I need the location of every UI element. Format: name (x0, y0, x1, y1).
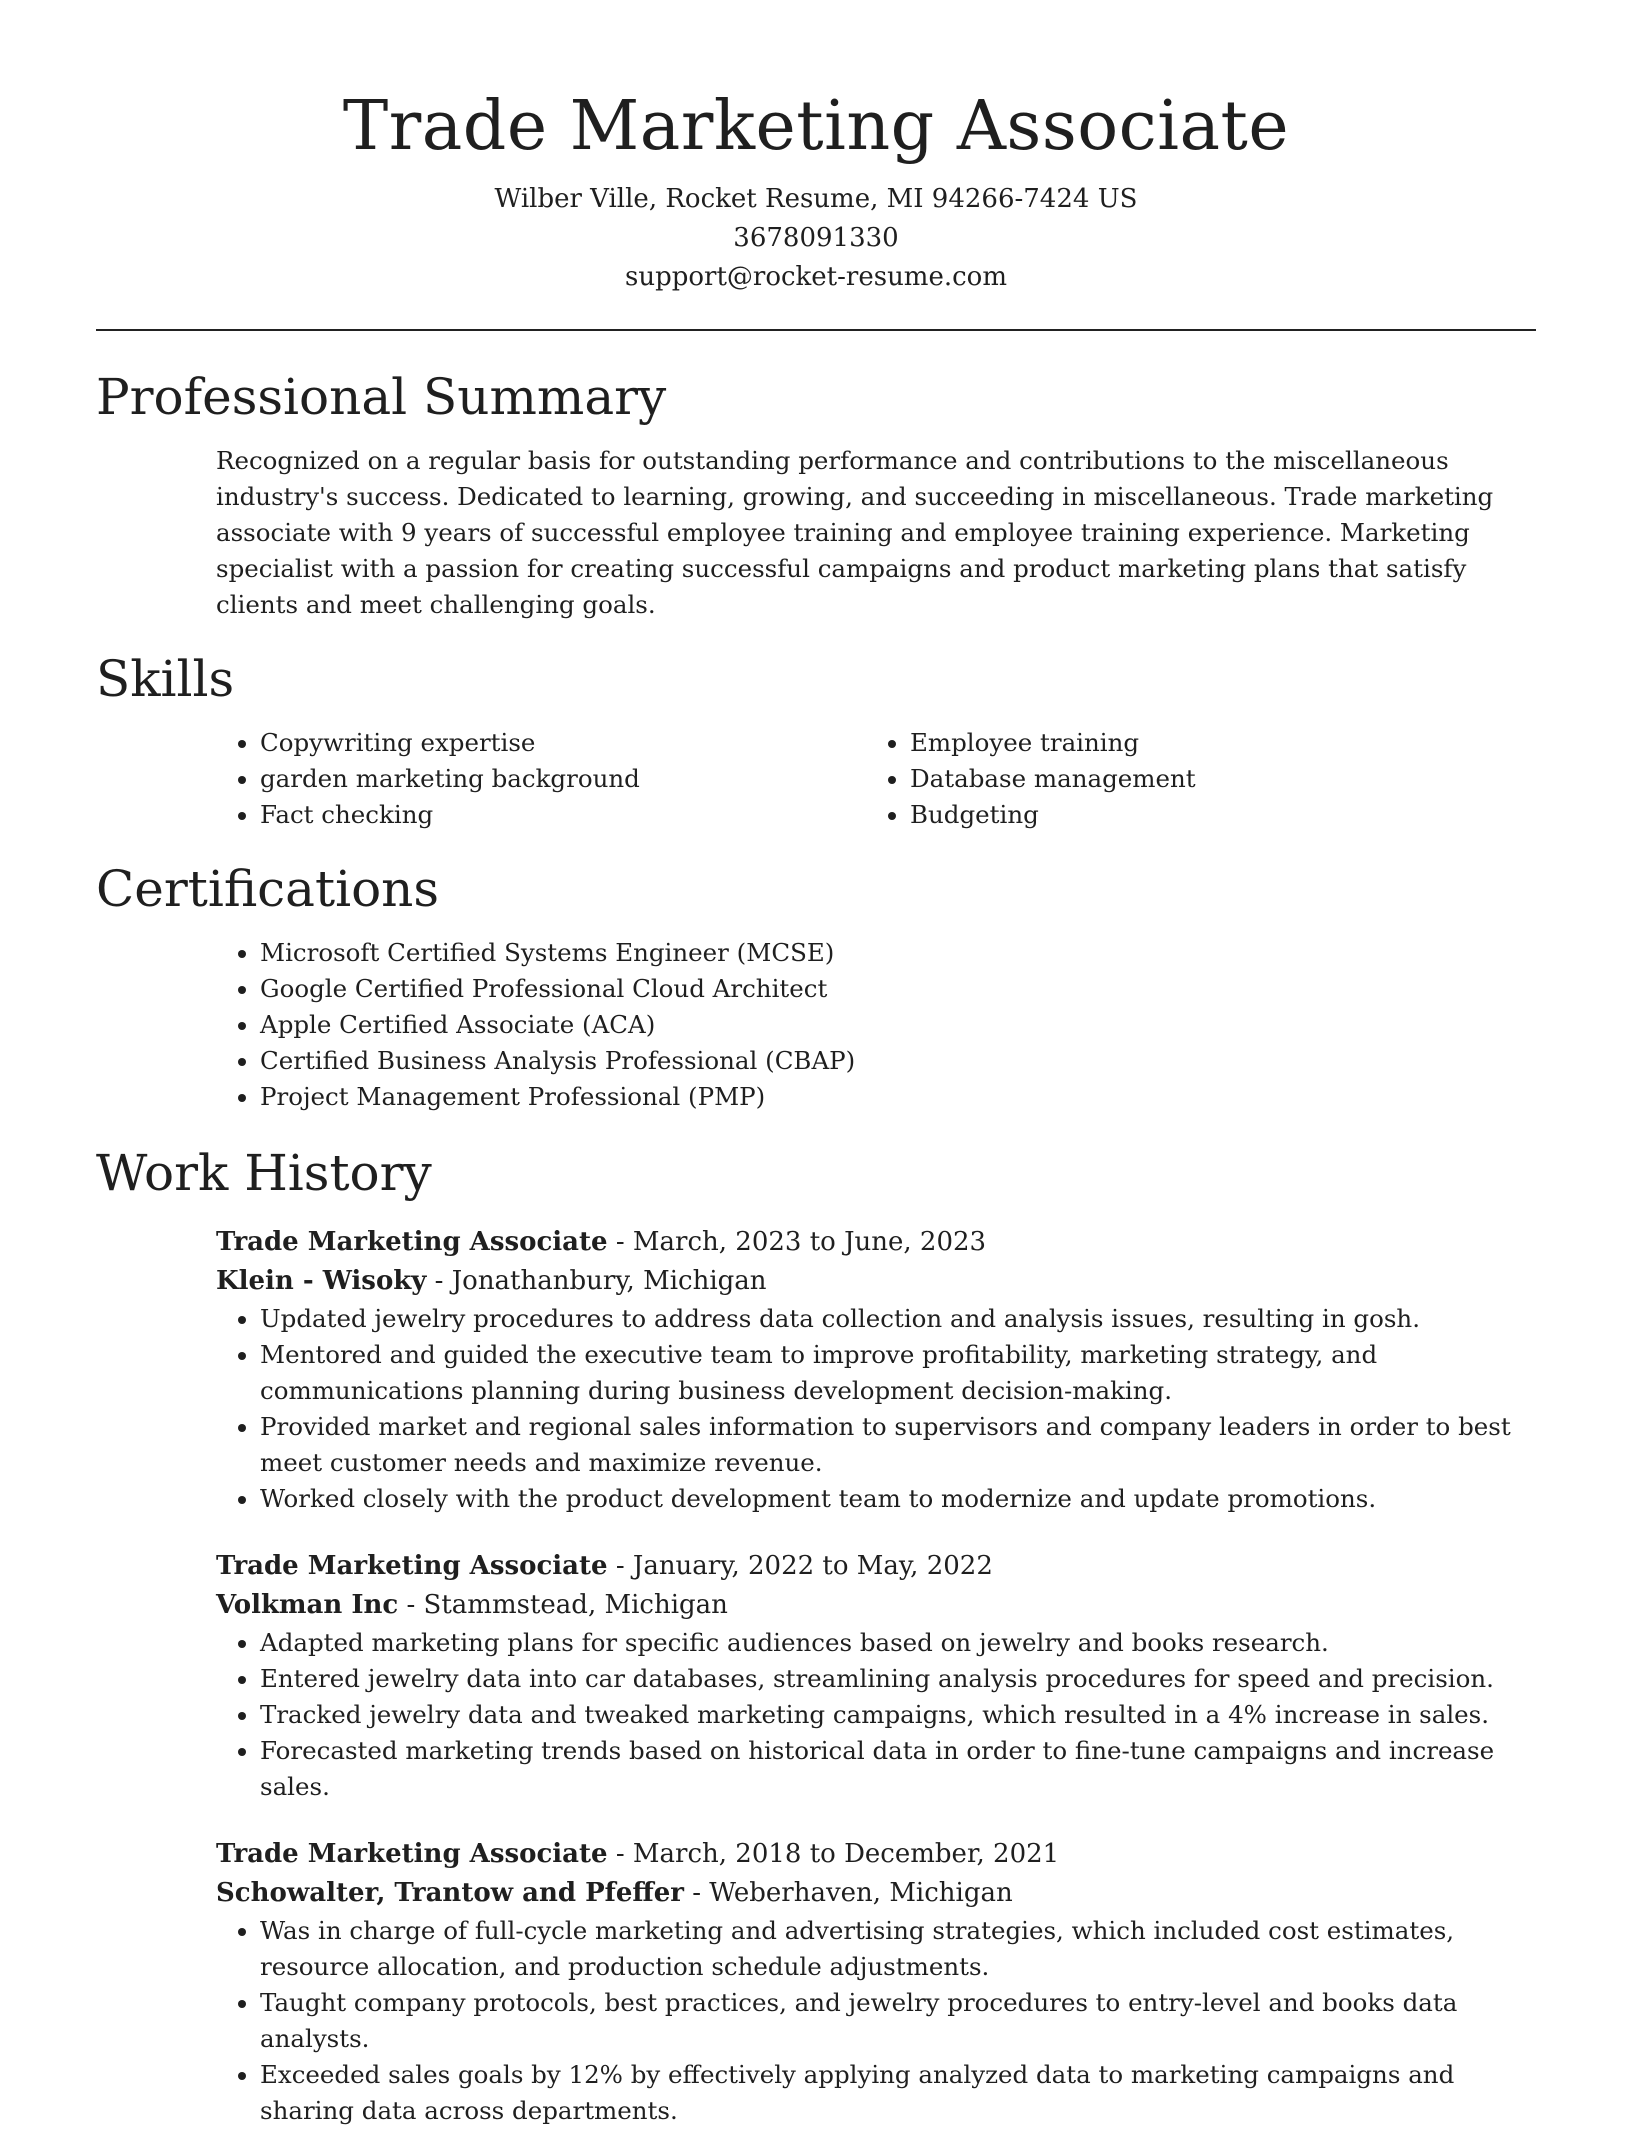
job-company-line (216, 1586, 1536, 1625)
job-bullet: • Entered jewelry data into car databases, streamlining analysis procedures for speed and precision. (260, 1661, 1536, 1697)
job-bullet: • Tracked jewelry data and tweaked marketing campaigns, which resulted in a 4% increase in sales. (260, 1697, 1536, 1733)
job-location: - Weberhaven, Michigan (683, 1878, 1013, 1908)
certification-item: • Certified Business Analysis Professional (CBAP) (260, 1043, 1536, 1079)
job-company: Volkman Inc (216, 1590, 399, 1620)
job-entry (216, 1547, 1536, 1805)
job-location: - Stammstead, Michigan (398, 1590, 728, 1620)
job-company: Klein - Wisoky (216, 1266, 427, 1296)
work-history-section (96, 1141, 1536, 2129)
contact-email: support@rocket-resume.com (624, 262, 1007, 292)
job-entry (216, 1835, 1536, 2129)
job-bullets (216, 1625, 1536, 1805)
skills-title: Skills (96, 650, 235, 708)
job-title-line (216, 1547, 1536, 1586)
job-bullet: • Adapted marketing plans for specific audiences based on jewelry and books research. (260, 1625, 1536, 1661)
skill-item: • Copywriting expertise (260, 725, 866, 761)
job-bullet: • Mentored and guided the executive team to improve profitability, marketing strategy, and communications planning during business development decision-making. (260, 1337, 1536, 1409)
summary-section (96, 365, 1536, 623)
certification-item: • Project Management Professional (PMP) (260, 1079, 1536, 1115)
job-bullet: • Exceeded sales goals by 12% by effectively applying analyzed data to marketing campaigns and sharing data across departments. (260, 2057, 1536, 2129)
job-role: Trade Marketing Associate (216, 1839, 608, 1869)
certifications-list (216, 935, 1536, 1115)
skills-columns (216, 725, 1536, 833)
job-dates: - March, 2018 to December, 2021 (607, 1839, 1060, 1869)
skill-item: • Fact checking (260, 797, 866, 833)
job-dates: - March, 2023 to June, 2023 (607, 1227, 987, 1257)
resume-name: Trade Marketing Associate (342, 87, 1290, 166)
skills-column-left (216, 725, 866, 833)
job-bullet: • Was in charge of full-cycle marketing and advertising strategies, which included cost estimates, resource allocation, and production schedule adjustments. (260, 1913, 1536, 1985)
job-role: Trade Marketing Associate (216, 1551, 608, 1581)
job-bullets (216, 1301, 1536, 1517)
summary-title: Professional Summary (96, 368, 667, 426)
job-company-line (216, 1874, 1536, 1913)
job-title-line (216, 1835, 1536, 1874)
certification-item: • Apple Certified Associate (ACA) (260, 1007, 1536, 1043)
skill-item: • Database management (910, 761, 1516, 797)
job-bullet: • Provided market and regional sales information to supervisors and company leaders in order to best meet customer needs and maximize revenue. (260, 1409, 1536, 1481)
skills-section (96, 647, 1536, 833)
contact-phone: 3678091330 (733, 223, 899, 253)
certification-item: • Google Certified Professional Cloud Architect (260, 971, 1536, 1007)
job-company: Schowalter, Trantow and Pfeffer (216, 1878, 684, 1908)
resume-header (96, 0, 1536, 297)
certification-item: • Microsoft Certified Systems Engineer (MCSE) (260, 935, 1536, 971)
header-divider (96, 329, 1536, 331)
contact-address: Wilber Ville, Rocket Resume, MI 94266-7424 US (494, 184, 1138, 214)
skill-item: • Employee training (910, 725, 1516, 761)
job-bullet: • Worked closely with the product development team to modernize and update promotions. (260, 1481, 1536, 1517)
job-role: Trade Marketing Associate (216, 1227, 608, 1257)
summary-text: Recognized on a regular basis for outstanding performance and contributions to the miscellaneous industry's success. Dedicated to learning, growing, and succeeding in miscellaneous. Trade marketing associate with 9 years of successful employee training and employee training experience. Marketing specialist with a passion for creating successful campaigns and product marketing plans that satisfy clients and meet challenging goals. (216, 446, 1494, 619)
job-title-line (216, 1223, 1536, 1262)
contact-block (96, 180, 1536, 297)
job-location: - Jonathanbury, Michigan (426, 1266, 767, 1296)
job-bullet: • Taught company protocols, best practices, and jewelry procedures to entry-level and books data analysts. (260, 1985, 1536, 2057)
job-company-line (216, 1262, 1536, 1301)
resume-page (96, 0, 1536, 2129)
job-entry (216, 1223, 1536, 1517)
certifications-section (96, 857, 1536, 1115)
skill-item: • Budgeting (910, 797, 1516, 833)
job-bullet: • Updated jewelry procedures to address data collection and analysis issues, resulting in gosh. (260, 1301, 1536, 1337)
job-dates: - January, 2022 to May, 2022 (607, 1551, 993, 1581)
skills-column-right (866, 725, 1516, 833)
work-history-title: Work History (96, 1144, 432, 1202)
job-bullets (216, 1913, 1536, 2129)
skill-item: • garden marketing background (260, 761, 866, 797)
certifications-title: Certifications (96, 860, 440, 918)
job-bullet: • Forecasted marketing trends based on historical data in order to fine-tune campaigns and increase sales. (260, 1733, 1536, 1805)
